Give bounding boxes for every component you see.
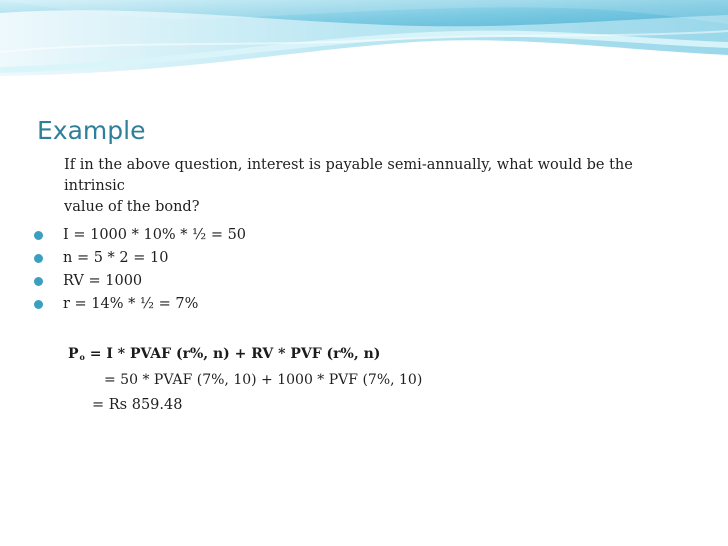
bullet-text: RV = 1000 xyxy=(63,273,143,289)
bullet-item xyxy=(34,224,674,247)
bullet-item xyxy=(34,247,674,270)
bullet-list xyxy=(34,224,674,316)
bullet-item xyxy=(34,293,674,316)
formula-subscript: o xyxy=(79,352,85,362)
bullet-text: I = 1000 * 10% * ½ = 50 xyxy=(63,227,247,243)
bullet-icon xyxy=(34,277,43,286)
bullet-icon xyxy=(34,231,43,240)
bullet-icon xyxy=(34,254,43,263)
intro-line-1: If in the above question, interest is payable semi-annually, what would be the intrinsic xyxy=(64,157,633,194)
bond-value-result: = Rs 859.48 xyxy=(92,397,183,413)
slide-title: Example xyxy=(37,116,146,145)
formula-expression: = I * PVAF (r%, n) + RV * PVF (r%, n) xyxy=(84,346,381,362)
formula-substitution: = 50 * PVAF (7%, 10) + 1000 * PVF (7%, 10) xyxy=(104,372,423,388)
bullet-text: r = 14% * ½ = 7% xyxy=(63,296,199,312)
bond-value-formula xyxy=(68,344,380,367)
formula-symbol: P xyxy=(68,346,79,362)
bullet-text: n = 5 * 2 = 10 xyxy=(63,250,169,266)
bullet-item xyxy=(34,270,674,293)
header-wave-decoration xyxy=(0,0,728,92)
bullet-icon xyxy=(34,300,43,309)
intro-paragraph xyxy=(64,155,694,218)
intro-line-2: value of the bond? xyxy=(64,199,200,215)
